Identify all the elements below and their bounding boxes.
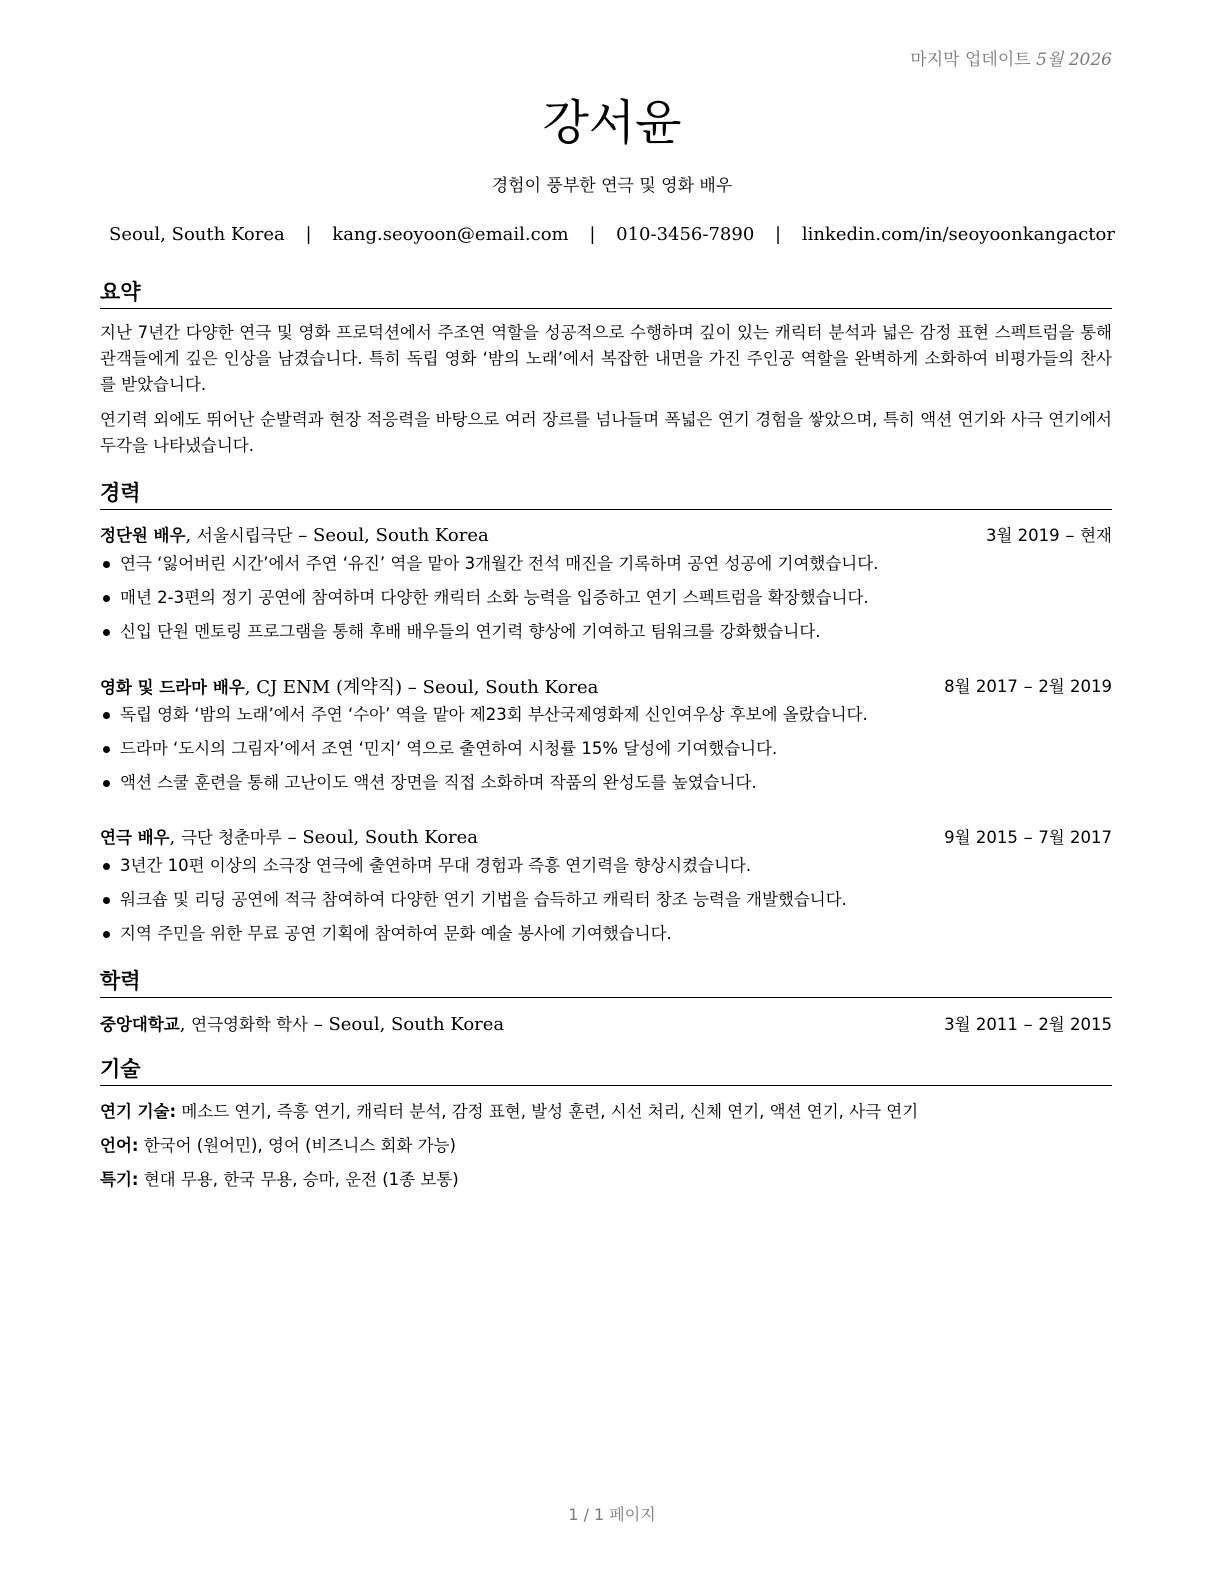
contact-linkedin[interactable]: linkedin.com/in/seoyoonkangactor — [801, 224, 1115, 245]
job-end: 현재 — [1080, 526, 1112, 545]
job-dates: 3월 2019 – 현재 — [985, 525, 1112, 546]
list-item: 3년간 10편 이상의 소극장 연극에 출연하며 무대 경험과 즉흥 연기력을 향상시켰습니다. — [100, 853, 1112, 887]
list-item: 신입 단원 멘토링 프로그램을 통해 후배 배우들의 연기력 향상에 기여하고 팀워크를 강화했습니다. — [100, 619, 1112, 653]
job-dates: 8월 2017 – 2월 2019 — [944, 676, 1112, 697]
section-title-experience: 경력 — [100, 477, 1112, 510]
section-title-summary: 요약 — [100, 276, 1112, 309]
job-role: 정단원 배우 — [100, 526, 186, 545]
section-title-education: 학력 — [100, 965, 1112, 998]
job-location: Seoul, South Korea — [302, 827, 479, 848]
list-item: 지역 주민을 위한 무료 공연 기획에 참여하여 문화 예술 봉사에 기여했습니다. — [100, 921, 1112, 955]
last-updated-label: 마지막 업데이트 — [910, 50, 1031, 70]
education-end: 2월 2015 — [1038, 1015, 1112, 1034]
last-updated-month: 5월 — [1036, 50, 1064, 70]
job-start: 3월 2019 — [985, 526, 1060, 545]
education-school: 중앙대학교 — [100, 1015, 180, 1034]
job-header: 정단원 배우, 서울시립극단 – Seoul, South Korea 3월 2019 – 현재 — [100, 522, 1112, 546]
last-updated — [910, 45, 1112, 70]
last-updated-year: 2026 — [1068, 50, 1112, 70]
job-bullets — [100, 702, 1112, 804]
skill-value: 메소드 연기, 즉흥 연기, 캐릭터 분석, 감정 표현, 발성 훈련, 시선 처리, 신체 연기, 액션 연기, 사극 연기 — [181, 1102, 919, 1121]
job-org: 서울시립극단 — [196, 526, 293, 545]
list-item: 독립 영화 ‘밤의 노래’에서 주연 ‘수아’ 역을 맡아 제23회 부산국제영화제 신인여우상 후보에 올랐습니다. — [100, 702, 1112, 736]
job-org: CJ ENM (계약직) — [256, 677, 403, 698]
skill-line — [100, 1132, 1112, 1156]
education-start: 3월 2011 — [944, 1015, 1018, 1034]
skill-value: 한국어 (원어민), 영어 (비즈니스 회화 가능) — [143, 1136, 456, 1155]
job-role: 영화 및 드라마 배우 — [100, 678, 245, 697]
candidate-tagline: 경험이 풍부한 연극 및 영화 배우 — [491, 176, 733, 196]
list-item: 액션 스쿨 훈련을 통해 고난이도 액션 장면을 직접 소화하며 작품의 완성도를 높였습니다. — [100, 770, 1112, 804]
contact-phone[interactable]: 010-3456-7890 — [616, 224, 755, 245]
job-location: Seoul, South Korea — [422, 677, 599, 698]
summary-paragraph-2: 연기력 외에도 뛰어난 순발력과 현장 적응력을 바탕으로 여러 장르를 넘나들며 폭넓은 연기 경험을 쌓았으며, 특히 액션 연기와 사극 연기에서 두각을 나타냈습니다. — [100, 410, 1112, 455]
job-end: 7월 2017 — [1038, 828, 1112, 847]
job-bullets — [100, 551, 1112, 653]
page-number: 1 / 1 페이지 — [568, 1505, 656, 1524]
education-location: Seoul, South Korea — [328, 1014, 505, 1035]
list-item: 연극 ‘잃어버린 시간’에서 주연 ‘유진’ 역을 맡아 3개월간 전석 매진을 기록하며 공연 성공에 기여했습니다. — [100, 551, 1112, 585]
education-degree: 연극영화학 학사 — [191, 1015, 308, 1034]
education-dates: 3월 2011 – 2월 2015 — [944, 1014, 1112, 1035]
contact-email[interactable]: kang.seoyoon@email.com — [332, 224, 569, 245]
summary-paragraph-1: 지난 7년간 다양한 연극 및 영화 프로덕션에서 주조연 역할을 성공적으로 수행하며 깊이 있는 캐릭터 분석과 넓은 감정 표현 스펙트럼을 통해 관객들에게 깊은 인상을 남겼습니다. 특히 독립 영화 ‘밤의 노래’에서 복잡한 내면을 가진 주인공 역할을 완벽하게 소화하여 비평가들의 찬사를 받았습니다. — [100, 323, 1112, 394]
skill-label: 연기 기술: — [100, 1102, 177, 1121]
contact-separator: | — [775, 224, 782, 245]
job-bullets — [100, 853, 1112, 955]
job-header: 연극 배우, 극단 청춘마루 – Seoul, South Korea 9월 2015 – 7월 2017 — [100, 824, 1112, 848]
job-org: 극단 청춘마루 — [180, 828, 282, 847]
contact-separator: | — [589, 224, 596, 245]
skill-line — [100, 1098, 1112, 1122]
contact-separator: | — [305, 224, 312, 245]
list-item: 매년 2-3편의 정기 공연에 참여하며 다양한 캐릭터 소화 능력을 입증하고 연기 스펙트럼을 확장했습니다. — [100, 585, 1112, 619]
job-dates: 9월 2015 – 7월 2017 — [944, 827, 1112, 848]
job-role: 연극 배우 — [100, 828, 170, 847]
education-entry: 중앙대학교, 연극영화학 학사 – Seoul, South Korea 3월 2011 – 2월 2015 — [100, 1011, 1112, 1035]
skill-line — [100, 1166, 1112, 1190]
section-title-skills: 기술 — [100, 1053, 1112, 1086]
job-start: 9월 2015 — [944, 828, 1018, 847]
job-end: 2월 2019 — [1038, 677, 1112, 696]
contact-location: Seoul, South Korea — [109, 224, 285, 245]
job-header: 영화 및 드라마 배우, CJ ENM (계약직) – Seoul, South Korea 8월 2017 – 2월 2019 — [100, 673, 1112, 699]
list-item: 드라마 ‘도시의 그림자’에서 조연 ‘민지’ 역으로 출연하여 시청률 15% 달성에 기여했습니다. — [100, 736, 1112, 770]
skill-value: 현대 무용, 한국 무용, 승마, 운전 (1종 보통) — [143, 1170, 459, 1189]
skill-label: 특기: — [100, 1170, 139, 1189]
job-start: 8월 2017 — [944, 677, 1018, 696]
list-item: 워크숍 및 리딩 공연에 적극 참여하여 다양한 연기 기법을 습득하고 캐릭터 창조 능력을 개발했습니다. — [100, 887, 1112, 921]
candidate-name: 강서윤 — [542, 95, 682, 151]
contact-line — [0, 224, 1224, 245]
skill-label: 언어: — [100, 1136, 139, 1155]
job-location: Seoul, South Korea — [313, 525, 489, 546]
